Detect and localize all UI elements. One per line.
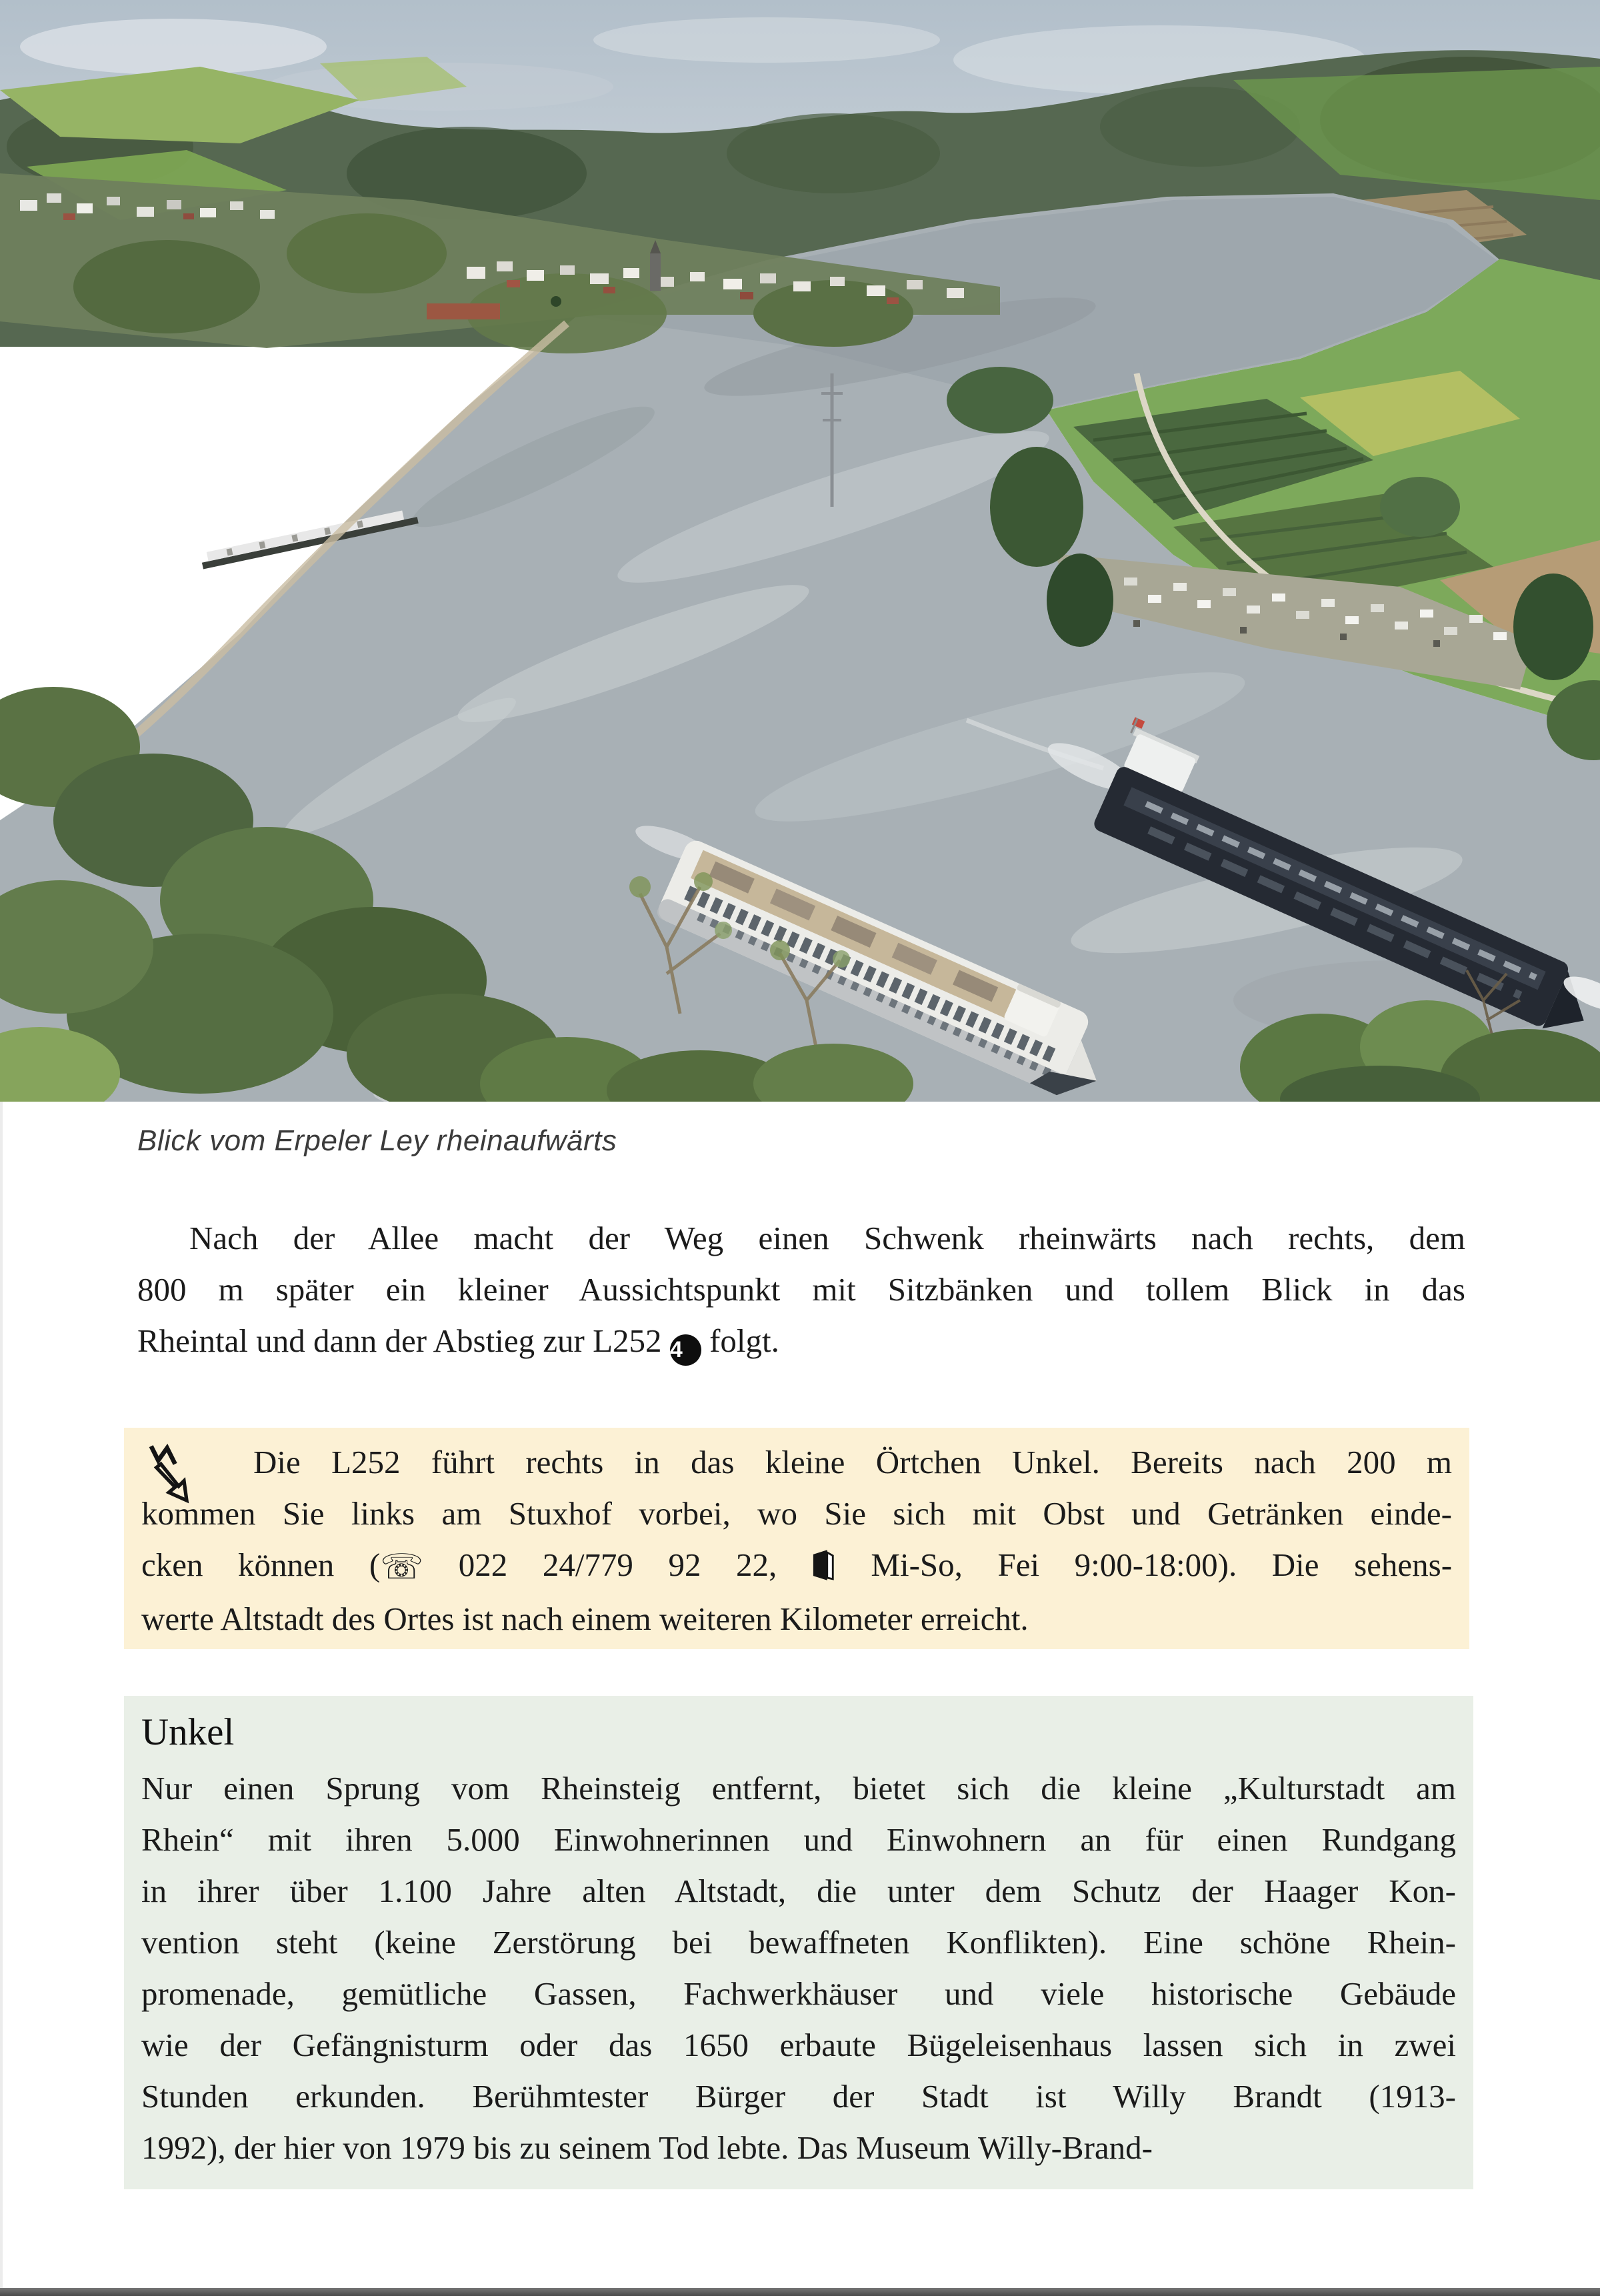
page-left-edge xyxy=(0,1102,3,2296)
body-line-text: folgt. xyxy=(709,1322,779,1359)
opening-hours: Mi-So, Fei 9:00-18:00). Die sehens- xyxy=(871,1546,1453,1583)
photo-caption: Blick vom Erpeler Ley rheinaufwärts xyxy=(137,1124,617,1157)
body-paragraph xyxy=(137,1212,1465,1366)
section-line: vention steht (keine Zerstörung bei bewaffneten Konflikten). Eine schöne Rhein- xyxy=(141,1924,1456,1961)
phone-icon: ☏ xyxy=(380,1547,424,1587)
section-line: Rhein“ mit ihren 5.000 Einwohnerinnen und Einwohnern an für einen Rundgang xyxy=(141,1821,1456,1858)
page-bottom-bar xyxy=(0,2288,1600,2296)
unkel-section-box xyxy=(124,1696,1473,2189)
open-door-icon xyxy=(812,1548,836,1582)
body-line-text: Rheintal und dann der Abstieg zur L252 xyxy=(137,1322,662,1359)
info-line: kommen Sie links am Stuxhof vorbei, wo Sie sich mit Obst und Getränken einde- xyxy=(141,1495,1452,1532)
info-line xyxy=(141,1539,1452,1593)
section-line: promenade, gemütliche Gassen, Fachwerkhäuser und viele historische Gebäude xyxy=(141,1975,1456,2012)
body-line xyxy=(137,1315,1465,1366)
section-line: Stunden erkunden. Berühmtester Bürger der Stadt ist Willy Brandt (1913- xyxy=(141,2078,1456,2115)
info-line: werte Altstadt des Ortes ist nach einem weiteren Kilometer erreicht. xyxy=(141,1600,1029,1637)
info-line: Die L252 führt rechts in das kleine Örtchen Unkel. Bereits nach 200 m xyxy=(253,1444,1452,1480)
info-line-text: cken können ( xyxy=(141,1546,381,1583)
rhine-photo-illustration xyxy=(0,0,1600,1102)
section-line: Nur einen Sprung vom Rheinsteig entfernt, bietet sich die kleine „Kulturstadt am xyxy=(141,1770,1456,1807)
body-line: 800 m später ein kleiner Aussichtspunkt mit Sitzbänken und tollem Blick in das xyxy=(137,1271,1465,1308)
section-title: Unkel xyxy=(141,1711,235,1753)
direction-arrow-icon xyxy=(144,1442,197,1505)
section-line: in ihrer über 1.100 Jahre alten Altstadt, die unter dem Schutz der Haager Kon- xyxy=(141,1873,1456,1909)
section-line: 1992), der hier von 1979 bis zu seinem Tod lebte. Das Museum Willy-Brand- xyxy=(141,2129,1153,2166)
phone-number: 022 24/779 92 22, xyxy=(458,1546,777,1583)
waypoint-4-badge-icon: 4 xyxy=(670,1334,701,1366)
body-line: Nach der Allee macht der Weg einen Schwenk rheinwärts nach rechts, dem xyxy=(189,1220,1465,1256)
route-info-box xyxy=(124,1428,1469,1649)
section-line: wie der Gefängnisturm oder das 1650 erbaute Bügeleisenhaus lassen sich in zwei xyxy=(141,2027,1456,2063)
rhine-aerial-photo xyxy=(0,0,1600,1102)
